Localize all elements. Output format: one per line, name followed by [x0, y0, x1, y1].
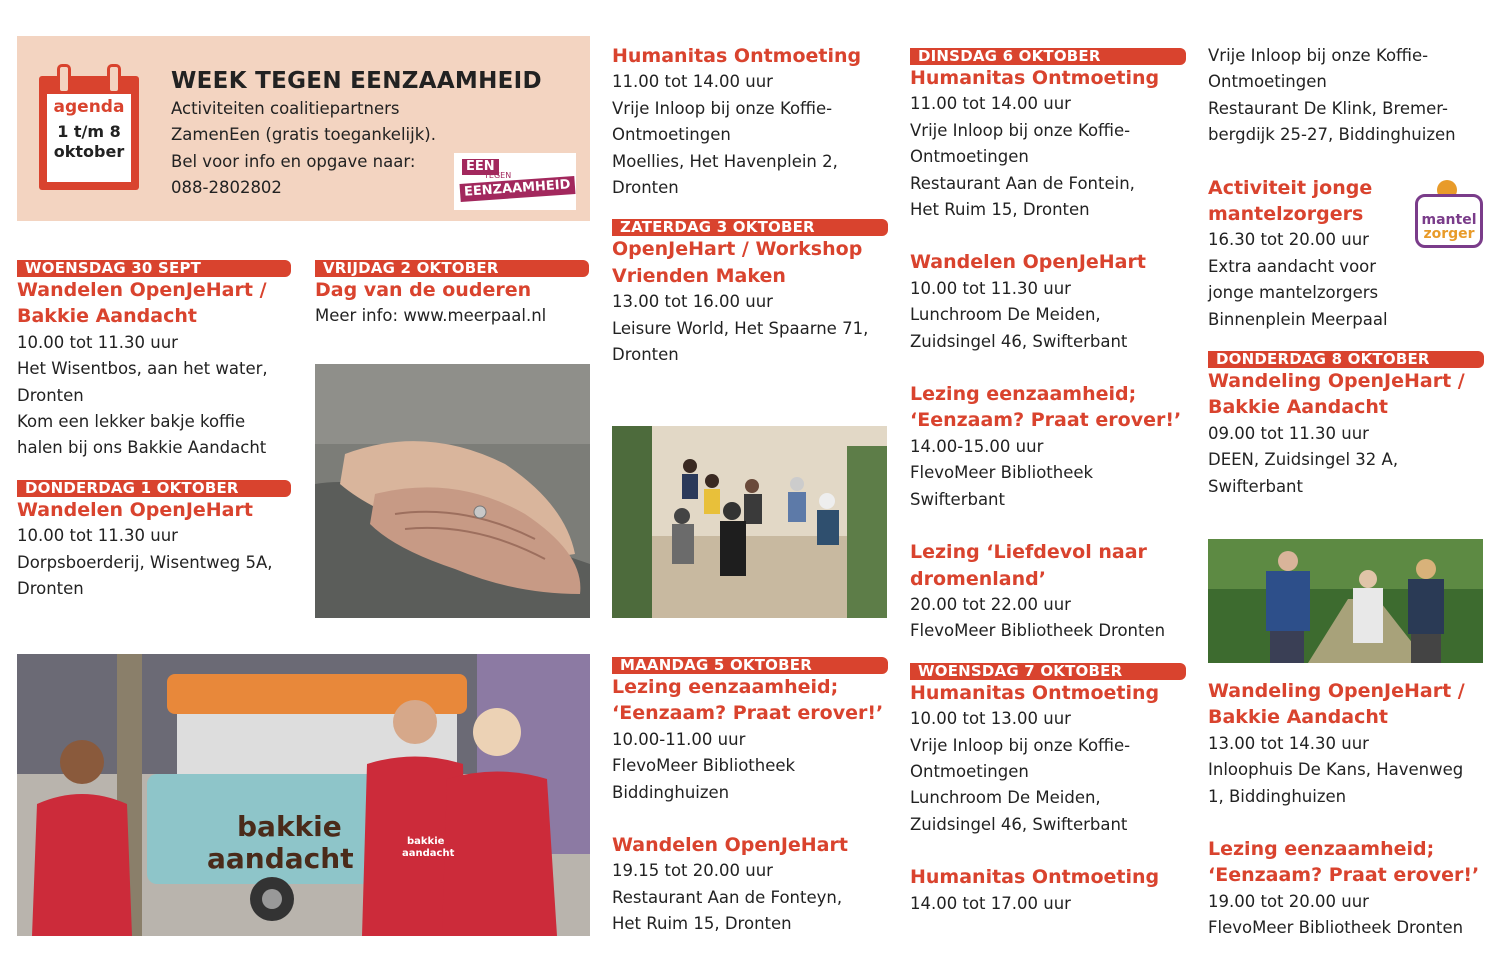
day-header: MAANDAG 5 OKTOBER: [612, 657, 888, 674]
day-header: DONDERDAG 8 OKTOBER: [1208, 351, 1484, 368]
day-header: WOENSDAG 30 SEPT: [17, 260, 291, 277]
event-details: 10.00 tot 13.00 uur Vrije Inloop bij onze Koffie- Ontmoetingen Lunchroom De Meiden, Zuidsingel 46, Swifterbant: [910, 709, 1131, 834]
event-title: Humanitas Ontmoeting: [910, 681, 1160, 704]
event-details: 10.00-11.00 uur FlevoMeer Bibliotheek Biddinghuizen: [612, 729, 796, 802]
event-details: Vrije Inloop bij onze Koffie- Ontmoetingen Restaurant De Klink, Bremer- bergdijk 25-27, Biddinghuizen: [1208, 46, 1456, 145]
day-header: VRIJDAG 2 OKTOBER: [315, 260, 589, 277]
header-text: Activiteiten coalitiepartners ZamenEen (gratis toegankelijk). Bel voor info en opgave naar: 088-2802802: [171, 99, 436, 198]
day-header: ZATERDAG 3 OKTOBER: [612, 219, 888, 236]
event-title: Dag van de ouderen: [315, 279, 532, 301]
event-details: 10.00 tot 11.30 uur Lunchroom De Meiden, Zuidsingel 46, Swifterbant: [910, 278, 1128, 351]
een-tegen-eenzaamheid-logo: EEN TEGEN EENZAAMHEID: [454, 153, 576, 210]
mantelzorger-logo: mantel zorger: [1413, 180, 1483, 246]
event-details: 16.30 tot 20.00 uur Extra aandacht voor jonge mantelzorgers Binnenplein Meerpaal: [1208, 230, 1388, 329]
event-details: 11.00 tot 14.00 uur Vrije Inloop bij onze Koffie- Ontmoetingen Moellies, Het Havenplein 2, Dronten: [612, 72, 838, 198]
event-details: 20.00 tot 22.00 uur FlevoMeer Bibliotheek Dronten: [910, 594, 1166, 641]
event-title: Wandelen OpenJeHart: [17, 498, 253, 521]
meeting-photo: [612, 426, 887, 618]
hands-photo: [315, 364, 590, 618]
page-title: WEEK TEGEN EENZAAMHEID: [171, 68, 542, 94]
column-2: [315, 260, 589, 330]
calendar-range: 1 t/m 8 oktober: [53, 122, 125, 161]
event-details: 19.00 tot 20.00 uur FlevoMeer Bibliotheek Dronten: [1208, 891, 1464, 938]
day-header: WOENSDAG 7 OKTOBER: [910, 663, 1186, 680]
event-details: 14.00 tot 17.00 uur: [910, 893, 1071, 913]
bakkie-aandacht-photo: [17, 654, 590, 936]
event-title: Humanitas Ontmoeting: [612, 45, 862, 67]
walking-photo: [1208, 539, 1483, 663]
day-header: DINSDAG 6 OKTOBER: [910, 48, 1186, 65]
header-box: [17, 36, 590, 221]
event-details: 10.00 tot 11.30 uur Het Wisentbos, aan het water, Dronten Kom een lekker bakje koffie halen bij ons Bakkie Aandacht: [17, 332, 268, 458]
event-title: Wandelen OpenJeHart: [612, 834, 848, 857]
column-3-lower: [612, 657, 888, 938]
apron-text-line2: aandacht: [402, 848, 455, 859]
event-details: 09.00 tot 11.30 uur DEEN, Zuidsingel 32 A, Swifterbant: [1208, 423, 1399, 496]
event-details: 14.00-15.00 uur FlevoMeer Bibliotheek Swifterbant: [910, 436, 1094, 509]
column-4: [910, 48, 1186, 917]
day-header: DONDERDAG 1 OKTOBER: [17, 480, 291, 497]
event-title: Lezing eenzaamheid; ‘Eenzaam? Praat erover!’: [612, 676, 884, 725]
column-1: [17, 260, 291, 602]
event-details: 19.15 tot 20.00 uur Restaurant Aan de Fonteyn, Het Ruim 15, Dronten: [612, 861, 843, 934]
event-title: Lezing eenzaamheid; ‘Eenzaam? Praat erover!’: [910, 383, 1182, 432]
event-title: Wandelen OpenJeHart / Bakkie Aandacht: [17, 279, 267, 328]
event-title: Humanitas Ontmoeting: [910, 67, 1160, 89]
event-details: 10.00 tot 11.30 uur Dorpsboerderij, Wisentweg 5A, Dronten: [17, 526, 273, 599]
calendar-icon: [39, 64, 139, 190]
event-title: Activiteit jonge mantelzorgers: [1208, 176, 1373, 226]
event-details: Meer info: www.meerpaal.nl: [315, 306, 547, 326]
event-title: Wandeling OpenJeHart / Bakkie Aandacht: [1208, 370, 1465, 419]
trailer-text-line2: aandacht: [207, 842, 354, 875]
event-title: Lezing eenzaamheid; ‘Eenzaam? Praat erover!’: [1208, 838, 1480, 887]
event-title: Wandelen OpenJeHart: [910, 251, 1146, 274]
event-details: 11.00 tot 14.00 uur Vrije Inloop bij onze Koffie- Ontmoetingen Restaurant Aan de Fontein, Het Ruim 15, Dronten: [910, 94, 1135, 220]
calendar-label: agenda: [53, 97, 125, 117]
column-5-lower: [1208, 678, 1484, 942]
event-details: 13.00 tot 16.00 uur Leisure World, Het Spaarne 71, Dronten: [612, 292, 869, 365]
column-3: [612, 43, 888, 368]
event-title: Humanitas Ontmoeting: [910, 866, 1160, 889]
column-5: [1208, 43, 1484, 500]
apron-text-line1: bakkie: [407, 836, 445, 847]
trailer-text-line1: bakkie: [237, 810, 342, 843]
event-details: 13.00 tot 14.30 uur Inloophuis De Kans, Havenweg 1, Biddinghuizen: [1208, 733, 1464, 806]
event-title: Wandeling OpenJeHart / Bakkie Aandacht: [1208, 680, 1465, 729]
event-title: Lezing ‘Liefdevol naar dromenland’: [910, 541, 1147, 590]
event-title: OpenJeHart / Workshop Vrienden Maken: [612, 238, 863, 287]
